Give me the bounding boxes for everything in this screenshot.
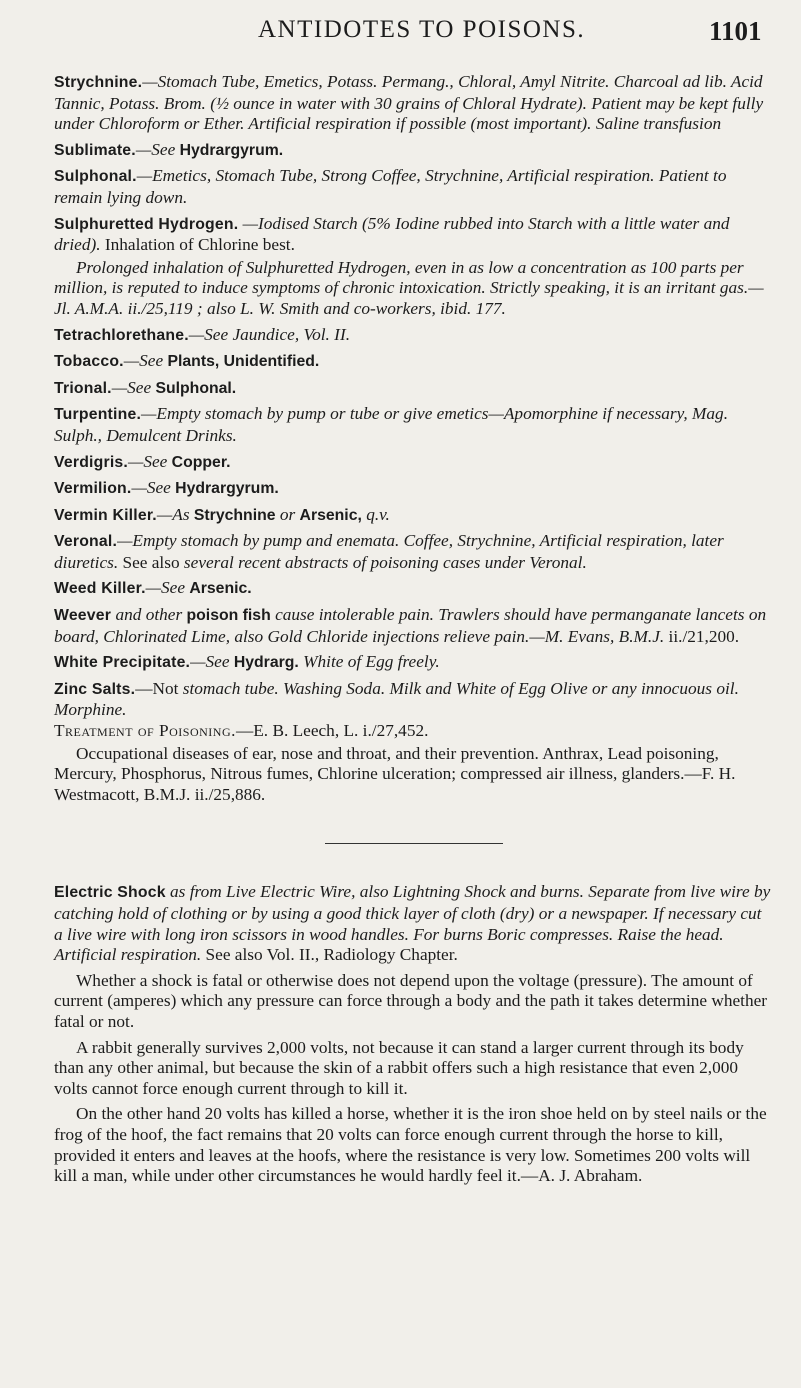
cross-reference: Plants, Unidentified. xyxy=(167,353,320,371)
cross-reference: Arsenic. xyxy=(189,580,252,598)
entry-white-precipitate xyxy=(54,652,774,674)
entry-term: Sublimate. xyxy=(54,141,136,159)
entry-term: Strychnine. xyxy=(54,74,143,91)
entry-body-upright: See also xyxy=(122,552,184,572)
entry-term: Tobacco. xyxy=(54,353,124,371)
entry-body: —See xyxy=(190,652,234,672)
entry-weed-killer xyxy=(54,578,774,600)
cross-reference: Copper. xyxy=(171,453,231,471)
entry-sublimate xyxy=(54,140,774,162)
entry-term: Sulphonal. xyxy=(54,168,137,186)
entry-term: Vermin Killer. xyxy=(54,506,157,524)
entry-trional xyxy=(54,378,774,400)
page-content xyxy=(54,72,774,1192)
entry-electric-shock xyxy=(54,882,774,965)
entry-sulphuretted-hydrogen xyxy=(54,214,774,256)
entry-strychnine xyxy=(54,72,774,135)
entry-term: Weed Killer. xyxy=(54,580,146,598)
entry-body-upright: Inhalation of Chlorine best. xyxy=(104,235,295,255)
occupational-text: Occupational diseases of ear, nose and throat, and their prevention. Anthrax, Lead poisoning, Mercury, Phosphorus, Nitrous fumes, Chlorine ulceration; compressed air illness, glanders.—F. H. Westmacott, B.M.J. ii./25,886. xyxy=(54,743,736,804)
sulphuretted-hydrogen-note xyxy=(54,258,774,320)
entry-body: —See Jaundice, Vol. II. xyxy=(188,324,351,344)
entry-term: Zinc Salts. xyxy=(54,680,136,698)
entry-body: several recent abstracts of poisoning cases under Veronal. xyxy=(183,552,587,572)
electric-paragraph xyxy=(54,1038,774,1100)
entry-tetrachlorethane xyxy=(54,325,774,347)
entry-term: Electric Shock xyxy=(54,884,166,902)
entry-term: Veronal. xyxy=(54,533,118,551)
entry-term: Sulphuretted Hydrogen. xyxy=(54,215,239,233)
cross-reference: Sulphonal. xyxy=(155,379,237,397)
entry-term: Vermilion. xyxy=(54,480,132,498)
entry-body: White of Egg freely. xyxy=(298,652,440,672)
electric-paragraph xyxy=(54,1104,774,1186)
entry-tobacco xyxy=(54,351,774,373)
electric-paragraph xyxy=(54,971,774,1033)
entry-turpentine xyxy=(54,404,774,446)
entry-weever xyxy=(54,605,774,647)
cross-reference: Hydrarg. xyxy=(233,654,299,672)
entry-body: as from Live Electric Wire, also Lightning Shock and burns. Separate from live wire by catching hold of clothing or by using a good thick layer of cloth (dry) or a newspaper. If necessary cut a live wire with long iron scissors in wood handles. For burns Boric compresses. Raise the head. Artificial respiration. xyxy=(54,882,771,965)
entry-body: —See xyxy=(111,377,156,397)
entry-vermilion xyxy=(54,478,774,500)
entry-body: —As xyxy=(156,504,194,524)
treatment-lead: Treatment of Poisoning. xyxy=(54,721,236,741)
entry-term: Turpentine. xyxy=(54,406,142,424)
entry-verdigris xyxy=(54,452,774,474)
entry-body: cause intolerable pain. Trawlers should have permanganate lancets on board, Chlorinated Lime, also Gold Chloride injections relieve pain.—M. Evans, B.M.J. xyxy=(54,605,767,646)
cross-reference: Hydrargyrum. xyxy=(179,141,284,159)
treatment-reference: —E. B. Leech, L. i./27,452. xyxy=(235,721,429,741)
entry-body: stomach tube. Washing Soda. Milk and White of Egg Olive or any innocuous oil. Morphine. xyxy=(54,678,739,720)
paragraph-text: A rabbit generally survives 2,000 volts, not because it can stand a larger current through its body than any other animal, but because the skin of a rabbit offers such a high resistance that even 2,000 volts cannot force enough current through to kill it. xyxy=(54,1037,744,1098)
entry-term: Weever xyxy=(54,607,112,625)
page-number: 1101 xyxy=(709,16,762,46)
entry-body: —Empty stomach by pump and enemata. Coffee, Strychnine, Artificial respiration, later diuretics. xyxy=(54,531,724,572)
entry-body: —Empty stomach by pump or tube or give emetics—Apomorphine if necessary, Mag. Sulph., Demulcent Drinks. xyxy=(54,404,729,445)
entry-veronal xyxy=(54,531,774,573)
entry-body: and other xyxy=(111,605,187,625)
entry-sulphonal xyxy=(54,166,774,208)
entry-term: White Precipitate. xyxy=(54,654,191,672)
entry-body: —See xyxy=(145,578,190,598)
entry-see-also: See also Vol. II., Radiology Chapter. xyxy=(201,945,458,965)
section-divider xyxy=(325,843,503,844)
occupational-diseases xyxy=(54,744,774,806)
entry-body: —See xyxy=(123,351,168,371)
entry-vermin-killer xyxy=(54,505,774,527)
entry-zinc-salts xyxy=(54,679,774,721)
cross-reference: Arsenic, xyxy=(299,506,362,524)
entry-body: —See xyxy=(128,451,172,471)
entry-body-upright: —Not xyxy=(135,678,183,698)
entry-body: —Iodised Starch (5% Iodine rubbed into Starch with a little water and dried). xyxy=(54,213,730,255)
entry-term: Tetrachlorethane. xyxy=(54,326,189,344)
entry-body: —See xyxy=(131,478,176,498)
cross-reference: Strychnine xyxy=(193,506,276,524)
entry-body-upright: ii./21,200. xyxy=(668,626,740,646)
entry-body: —Emetics, Stomach Tube, Strong Coffee, Strychnine, Artificial respiration. Patient to remain lying down. xyxy=(54,166,727,207)
running-title: ANTIDOTES TO POISONS. xyxy=(258,16,586,43)
cross-reference: poison fish xyxy=(186,607,271,625)
entry-body: q.v. xyxy=(361,504,390,524)
treatment-of-poisoning xyxy=(54,721,774,742)
entry-body: or xyxy=(275,504,300,524)
entry-body: —Stomach Tube, Emetics, Potass. Permang., Chloral, Amyl Nitrite. Charcoal ad lib. Acid Tannic, Potass. Brom. (½ ounce in water with 30 grains of Chloral Hydrate). Patient may be kept fully under Chloroform or Ether. Artificial respiration if possible (most important). Saline transfusion xyxy=(54,72,764,134)
entry-body: —See xyxy=(135,139,180,159)
paragraph-text: On the other hand 20 volts has killed a horse, whether it is the iron shoe held on by steel nails or the frog of the hoof, the fact remains that 20 volts can force enough current through the horse to kill, provided it enters and leaves at the hoofs, where the resistance is very low. Sometimes 200 volts will kill a man, while under other circumstances he would hardly feel it.—A. J. Abraham. xyxy=(54,1104,767,1186)
entry-term: Verdigris. xyxy=(54,453,128,471)
entry-term: Trional. xyxy=(54,379,112,397)
paragraph-text: Whether a shock is fatal or otherwise does not depend upon the voltage (pressure). The amount of current (amperes) which any pressure can force through a body and the path it takes determine whether fatal or not. xyxy=(54,970,768,1031)
note-text: Prolonged inhalation of Sulphuretted Hydrogen, even in as low a concentration as 100 parts per million, is reputed to induce symptoms of chronic intoxication. Strictly speaking, it is an irritant gas.—Jl. A.M.A. ii./25,119 ; also L. W. Smith and co-workers, ibid. 177. xyxy=(54,257,764,318)
cross-reference: Hydrargyrum. xyxy=(175,480,279,498)
page-header xyxy=(0,8,801,48)
